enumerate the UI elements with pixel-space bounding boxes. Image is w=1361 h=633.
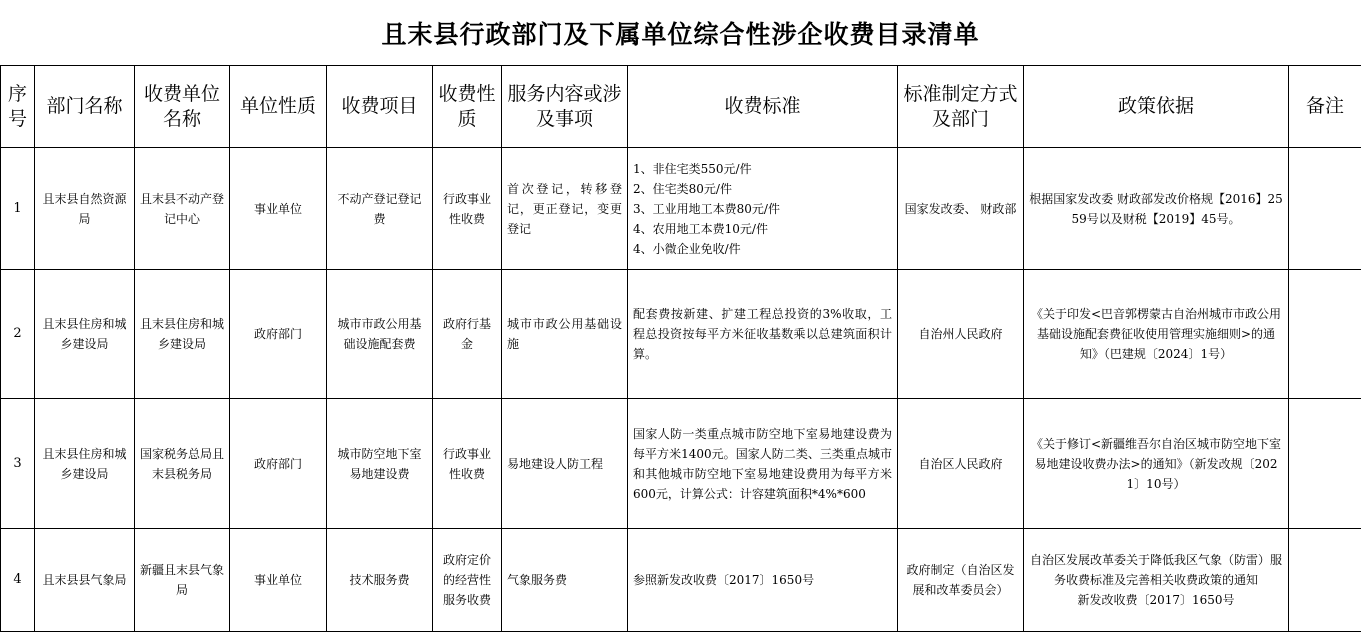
cell-dept: 且末县住房和城乡建设局 <box>35 270 135 399</box>
cell-standard: 国家人防一类重点城市防空地下室易地建设费为每平方米1400元。国家人防二类、三类重点城市和其他城市防空地下室易地建设费用为每平方米600元，计算公式：计容建筑面积*4%*600 <box>628 399 898 529</box>
header-dept: 部门名称 <box>35 66 135 148</box>
cell-method: 自治州人民政府 <box>898 270 1024 399</box>
page-title: 且末县行政部门及下属单位综合性涉企收费目录清单 <box>0 0 1361 66</box>
header-service: 服务内容或涉及事项 <box>502 66 628 148</box>
cell-basis <box>1024 529 1289 632</box>
header-standard: 收费标准 <box>628 66 898 148</box>
cell-unit-type: 政府部门 <box>230 399 327 529</box>
standard-line: 4、小微企业免收/件 <box>633 241 741 256</box>
cell-basis: 《关于印发<巴音郭楞蒙古自治州城市市政公用基础设施配套费征收使用管理实施细则>的通知》（巴建规〔2024〕1号） <box>1024 270 1289 399</box>
cell-remark <box>1289 399 1361 529</box>
cell-unit-type: 事业单位 <box>230 529 327 632</box>
cell-fee-type: 政府定价的经营性服务收费 <box>433 529 502 632</box>
cell-basis: 根据国家发改委 财政部发改价格规【2016】2559号以及财税【2019】45号。 <box>1024 148 1289 270</box>
cell-unit: 新疆且末县气象局 <box>135 529 230 632</box>
cell-method: 自治区人民政府 <box>898 399 1024 529</box>
header-no: 序号 <box>1 66 35 148</box>
cell-item: 技术服务费 <box>327 529 433 632</box>
header-basis: 政策依据 <box>1024 66 1289 148</box>
cell-unit: 且末县不动产登记中心 <box>135 148 230 270</box>
header-remark: 备注 <box>1289 66 1361 148</box>
cell-remark <box>1289 529 1361 632</box>
standard-line: 2、住宅类80元/件 <box>633 181 732 196</box>
standard-line: 1、非住宅类550元/件 <box>633 161 752 176</box>
cell-dept: 且末县县气象局 <box>35 529 135 632</box>
cell-fee-type: 政府行基金 <box>433 270 502 399</box>
cell-service: 城市市政公用基础设施 <box>502 270 628 399</box>
cell-no: 4 <box>1 529 35 632</box>
table-row <box>1 399 1361 529</box>
table-row <box>1 148 1361 270</box>
cell-fee-type: 行政事业性收费 <box>433 399 502 529</box>
header-row <box>1 66 1361 148</box>
header-unit-type: 单位性质 <box>230 66 327 148</box>
cell-item: 城市防空地下室易地建设费 <box>327 399 433 529</box>
cell-item: 城市市政公用基础设施配套费 <box>327 270 433 399</box>
header-unit: 收费单位名称 <box>135 66 230 148</box>
cell-service: 首次登记，转移登记，更正登记，变更登记 <box>502 148 628 270</box>
cell-standard <box>628 148 898 270</box>
basis-ref: 新发改收费〔2017〕1650号 <box>1077 593 1235 607</box>
standard-line: 3、工业用地工本费80元/件 <box>633 201 780 216</box>
cell-no: 3 <box>1 399 35 529</box>
cell-dept: 且末县自然资源局 <box>35 148 135 270</box>
fee-table <box>0 65 1361 632</box>
cell-service: 气象服务费 <box>502 529 628 632</box>
cell-service: 易地建设人防工程 <box>502 399 628 529</box>
header-method: 标准制定方式及部门 <box>898 66 1024 148</box>
cell-fee-type: 行政事业性收费 <box>433 148 502 270</box>
basis-text: 自治区发展改革委关于降低我区气象（防雷）服务收费标准及完善相关收费政策的通知 <box>1029 553 1282 587</box>
cell-method: 国家发改委、 财政部 <box>898 148 1024 270</box>
standard-line: 4、农用地工本费10元/件 <box>633 221 768 236</box>
table-row <box>1 270 1361 399</box>
cell-unit-type: 事业单位 <box>230 148 327 270</box>
cell-basis: 《关于修订<新疆维吾尔自治区城市防空地下室易地建设收费办法>的通知》（新发改规〔2021〕10号） <box>1024 399 1289 529</box>
table-row <box>1 529 1361 632</box>
cell-remark <box>1289 148 1361 270</box>
cell-dept: 且末县住房和城乡建设局 <box>35 399 135 529</box>
cell-unit: 且末县住房和城乡建设局 <box>135 270 230 399</box>
header-item: 收费项目 <box>327 66 433 148</box>
cell-standard: 参照新发改收费〔2017〕1650号 <box>628 529 898 632</box>
cell-item: 不动产登记登记费 <box>327 148 433 270</box>
cell-unit-type: 政府部门 <box>230 270 327 399</box>
cell-method: 政府制定（自治区发展和改革委员会） <box>898 529 1024 632</box>
cell-no: 2 <box>1 270 35 399</box>
cell-standard: 配套费按新建、扩建工程总投资的3%收取，工程总投资按每平方米征收基数乘以总建筑面积计算。 <box>628 270 898 399</box>
cell-no: 1 <box>1 148 35 270</box>
header-fee-type: 收费性质 <box>433 66 502 148</box>
cell-unit: 国家税务总局且末县税务局 <box>135 399 230 529</box>
cell-remark <box>1289 270 1361 399</box>
